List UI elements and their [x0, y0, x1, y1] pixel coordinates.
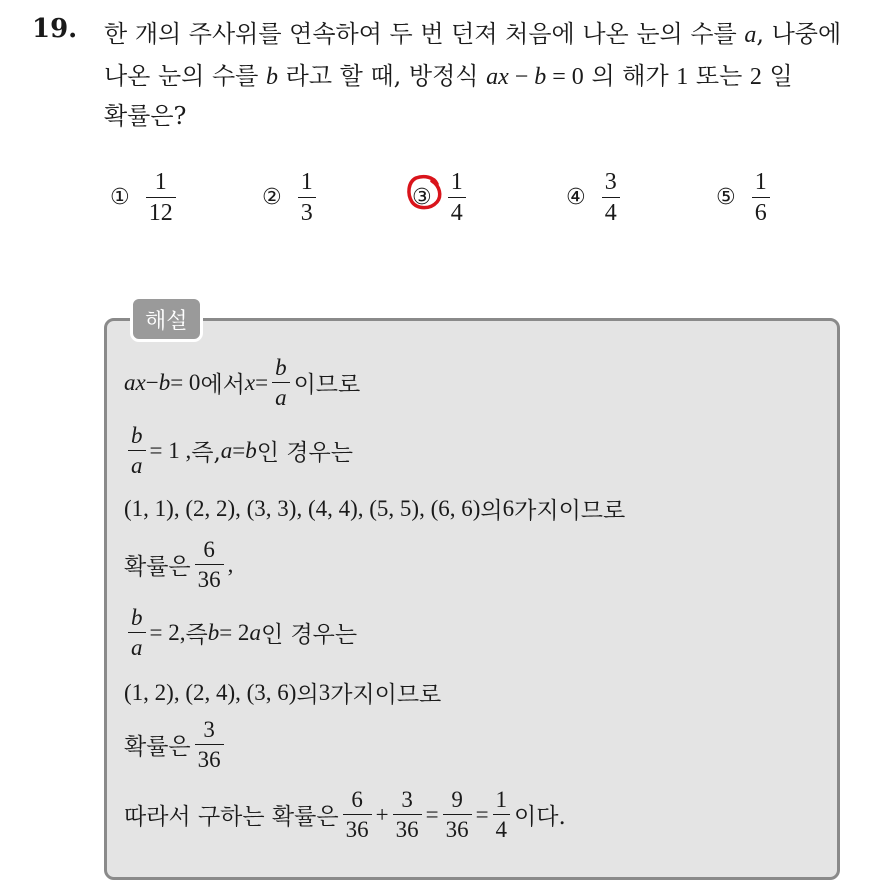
option-2[interactable] [262, 166, 320, 228]
solution-line-1: ax − b = 0 에서 x = $\frac{b}{a}$ 이므로 [124, 355, 361, 410]
solution-line-6: (1, 2), (2, 4), (3, 6) 의 3 가지이므로 [124, 679, 442, 708]
solution-line-8: 따라서 구하는 확률은 $\frac{6}{36}$ + $\frac{3}{36}$ = $\frac{9}{36}$ = $\frac{1}{4}$ 이다. [124, 787, 566, 842]
option-5[interactable] [716, 166, 774, 228]
question-line-3: 확률은? [104, 102, 187, 130]
answer-circle-mark [404, 172, 444, 212]
question-line-1: 한 개의 주사위를 연속하여 두 번 던져 처음에 나온 눈의 수를 a, 나중에 [104, 20, 842, 48]
option-3-number: ③ [412, 184, 432, 210]
solution-line-2: $\frac{b}{a}$ = 1 , 즉, a = b 인 경우는 [124, 424, 353, 477]
solution-line-4: 확률은 $\frac{6}{36}$ , [124, 537, 234, 592]
solution-line-3: (1, 1), (2, 2), (3, 3), (4, 4), (5, 5), (6, 6) 의 6 가지이므로 [124, 495, 626, 524]
option-2-number: ② [262, 184, 282, 210]
solution-label: 해설 [130, 296, 203, 342]
option-1[interactable] [110, 166, 180, 228]
option-4-number: ④ [566, 184, 586, 210]
question-number: 19. [32, 14, 78, 44]
option-3-fraction: $\frac{1}{4}$ [448, 170, 466, 225]
option-4[interactable] [566, 166, 624, 228]
option-5-fraction: $\frac{1}{6}$ [752, 170, 770, 225]
solution-line-5: $\frac{b}{a}$ = 2, 즉 b = 2 a 인 경우는 [124, 606, 357, 659]
option-4-fraction: $\frac{3}{4}$ [602, 170, 620, 225]
option-1-fraction: $\frac{1}{12}$ [146, 170, 176, 225]
option-5-number: ⑤ [716, 184, 736, 210]
option-1-number: ① [110, 184, 130, 210]
question-line-2: 나온 눈의 수를 b 라고 할 때, 방정식 ax − b = 0 의 해가 1 또는 2 일 [104, 62, 793, 90]
solution-line-7: 확률은 $\frac{3}{36}$ [124, 718, 228, 771]
option-2-fraction: $\frac{1}{3}$ [298, 170, 316, 225]
